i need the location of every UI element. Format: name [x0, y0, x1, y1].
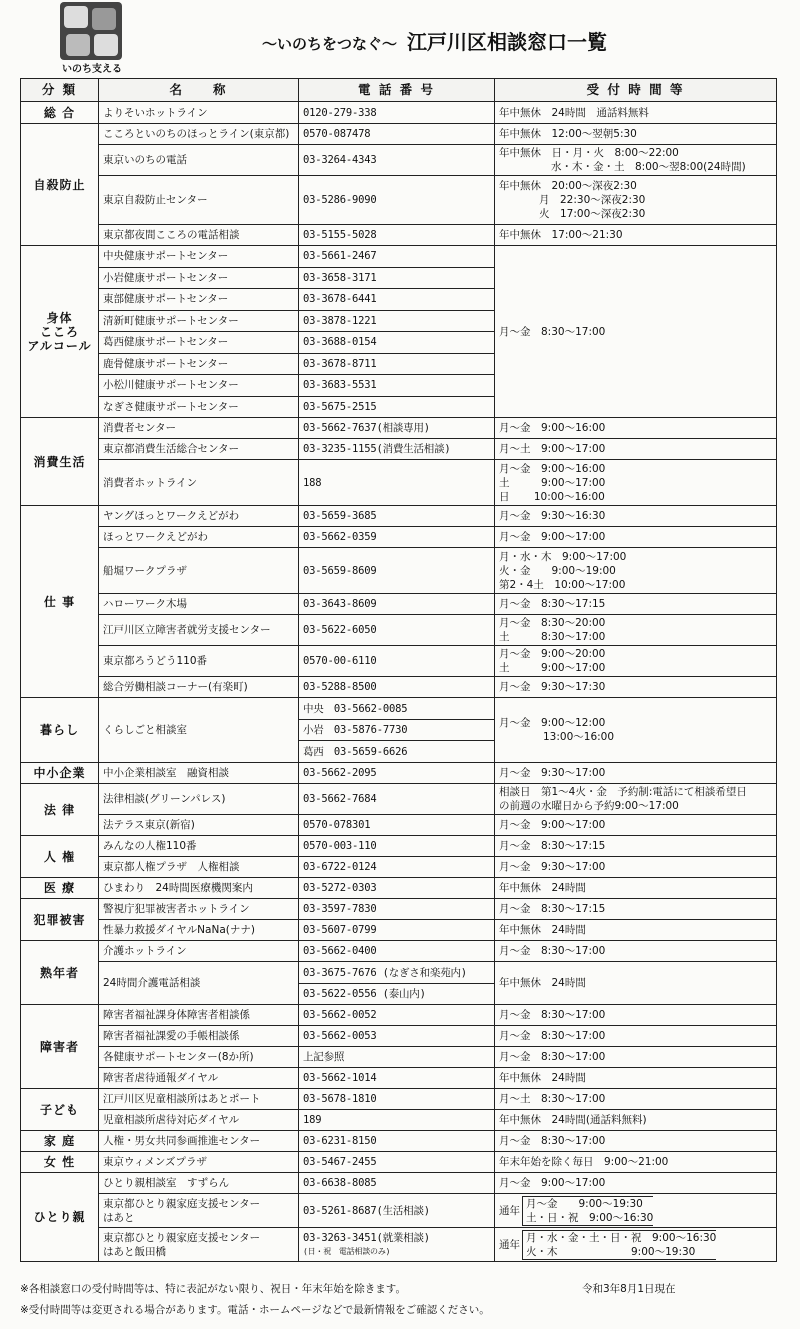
table-row — [21, 698, 777, 720]
table-row — [21, 941, 777, 962]
hours-line: 月〜金 9:00〜20:00 — [499, 648, 606, 660]
phone-cell: 中央 03-5662-0085 — [299, 698, 495, 720]
phone-cell: 03-5661-2467 — [299, 246, 495, 268]
hours-cell: 年中無休 12:00〜翌朝5:30 — [495, 124, 777, 145]
name-cell: 人権・男女共同参画推進センター — [99, 1131, 299, 1152]
table-row — [21, 677, 777, 698]
category-cell: 障害者 — [21, 1005, 99, 1089]
phone-cell: 189 — [299, 1110, 495, 1131]
hours-cell: 月〜金 8:30〜17:00 — [495, 1026, 777, 1047]
name-cell: 消費者センター — [99, 418, 299, 439]
phone-cell: 03-5261-8687(生活相談) — [299, 1194, 495, 1228]
hours-line: 第2・4土 10:00〜17:00 — [499, 578, 626, 591]
hours-cell — [495, 784, 777, 815]
table-row — [21, 246, 777, 268]
table-row — [21, 899, 777, 920]
name-cell: 法律相談(グリーンパレス) — [99, 784, 299, 815]
name-cell: 鹿骨健康サポートセンター — [99, 353, 299, 375]
hours-label: 通年 — [499, 1238, 520, 1251]
name-cell: ほっとワークえどがわ — [99, 527, 299, 548]
hours-cell — [495, 1228, 777, 1262]
name-cell: 各健康サポートセンター(8か所) — [99, 1047, 299, 1068]
table-row — [21, 124, 777, 145]
name-cell: 東京都ろうどう110番 — [99, 646, 299, 677]
hours-bracket — [522, 1230, 716, 1260]
name-cell: 東京いのちの電話 — [99, 145, 299, 176]
phone-cell: 03-5622-6050 — [299, 615, 495, 646]
logo — [56, 2, 128, 75]
name-cell: 消費者ホットライン — [99, 460, 299, 506]
name-cell: 東京都人権プラザ 人権相談 — [99, 857, 299, 878]
name-cell: 障害者虐待通報ダイヤル — [99, 1068, 299, 1089]
column-header: 電 話 番 号 — [299, 79, 495, 102]
name-cell: 児童相談所虐待対応ダイヤル — [99, 1110, 299, 1131]
table-row — [21, 1173, 777, 1194]
table-row — [21, 1047, 777, 1068]
name-cell: よりそいホットライン — [99, 102, 299, 124]
category-cell: 消費生活 — [21, 418, 99, 506]
hours-line: 日 10:00〜16:00 — [499, 490, 605, 503]
phone-cell: 0570-00-6110 — [299, 646, 495, 677]
category-cell: ひとり親 — [21, 1173, 99, 1262]
phone-cell: 03-3597-7830 — [299, 899, 495, 920]
name-cell: 中央健康サポートセンター — [99, 246, 299, 268]
phone-cell: 03-5286-9090 — [299, 176, 495, 225]
phone-cell: 03-3683-5531 — [299, 375, 495, 397]
table-row — [21, 594, 777, 615]
hours-line: 年中無休 20:00〜深夜2:30 — [499, 180, 637, 192]
hours-line: の前週の水曜日から予約9:00〜17:00 — [499, 800, 679, 812]
table-header-row — [21, 79, 777, 102]
phone-cell: 03-3675-7676 (なぎさ和楽苑内) — [299, 962, 495, 984]
phone-line: 03-3263-3451(就業相談) — [303, 1231, 430, 1244]
phone-cell: 03-5659-3685 — [299, 506, 495, 527]
hours-cell: 月〜金 8:30〜17:00 — [495, 1131, 777, 1152]
name-cell: こころといのちのほっとライン(東京都) — [99, 124, 299, 145]
hours-cell: 月〜金 8:30〜17:00 — [495, 1047, 777, 1068]
hours-cell — [495, 145, 777, 176]
phone-cell: 03-3878-1221 — [299, 310, 495, 332]
hours-cell: 年中無休 24時間 — [495, 878, 777, 899]
name-cell: 葛西健康サポートセンター — [99, 332, 299, 354]
phone-cell: 03-3688-0154 — [299, 332, 495, 354]
hours-cell: 月〜金 9:00〜17:00 — [495, 527, 777, 548]
category-cell: 人 権 — [21, 836, 99, 878]
page-title — [262, 26, 607, 55]
table-row — [21, 460, 777, 506]
hours-cell: 月〜金 9:00〜16:00 — [495, 418, 777, 439]
hours-cell: 月〜金 9:30〜17:00 — [495, 763, 777, 784]
hours-cell: 月〜金 9:30〜17:30 — [495, 677, 777, 698]
name-cell: 介護ホットライン — [99, 941, 299, 962]
hours-label: 通年 — [499, 1204, 520, 1217]
category-cell: 中小企業 — [21, 763, 99, 784]
name-cell: ハローワーク木場 — [99, 594, 299, 615]
name-cell: 法テラス東京(新宿) — [99, 815, 299, 836]
hours-line: 水・木・金・土 8:00〜翌8:00(24時間) — [551, 161, 746, 173]
table-row — [21, 1068, 777, 1089]
hours-bracket — [522, 1196, 653, 1226]
name-cell: 警視庁犯罪被害者ホットライン — [99, 899, 299, 920]
hours-line: 月・水・金・土・日・祝 9:00〜16:30 — [526, 1231, 717, 1244]
phone-cell: 03-5662-7684 — [299, 784, 495, 815]
name-cell: 障害者福祉課愛の手帳相談係 — [99, 1026, 299, 1047]
phone-cell: 03-5662-7637(相談専用) — [299, 418, 495, 439]
hours-cell: 月〜金 9:30〜17:00 — [495, 857, 777, 878]
table-row — [21, 548, 777, 594]
phone-cell: 188 — [299, 460, 495, 506]
table-row — [21, 646, 777, 677]
name-cell: 障害者福祉課身体障害者相談係 — [99, 1005, 299, 1026]
hours-cell: 月〜金 8:30〜17:00 — [495, 941, 777, 962]
category-line: こころ — [39, 324, 79, 339]
name-cell: 中小企業相談室 融資相談 — [99, 763, 299, 784]
name-cell: くらしごと相談室 — [99, 698, 299, 763]
table-row — [21, 1228, 777, 1262]
category-line: 身体 — [46, 310, 73, 325]
category-cell: 女 性 — [21, 1152, 99, 1173]
name-cell: 東京都夜間こころの電話相談 — [99, 225, 299, 246]
table-row — [21, 878, 777, 899]
table-row — [21, 962, 777, 984]
hours-cell: 月〜金 8:30〜17:15 — [495, 594, 777, 615]
hours-cell — [495, 646, 777, 677]
phone-cell — [299, 1228, 495, 1262]
phone-cell: 0570-003-110 — [299, 836, 495, 857]
phone-cell: 03-3235-1155(消費生活相談) — [299, 439, 495, 460]
phone-cell: 03-5288-8500 — [299, 677, 495, 698]
hours-cell: 年中無休 24時間 — [495, 1068, 777, 1089]
name-cell: 性暴力救援ダイヤルNaNa(ナナ) — [99, 920, 299, 941]
hours-line: 月〜金 9:00〜16:00 — [499, 462, 606, 475]
hours-line: 13:00〜16:00 — [543, 731, 615, 743]
name-line: はあと — [103, 1211, 135, 1224]
table-row — [21, 1110, 777, 1131]
category-cell: 暮らし — [21, 698, 99, 763]
table-row — [21, 1194, 777, 1228]
hours-cell: 月〜金 9:00〜17:00 — [495, 815, 777, 836]
name-line: 東京都ひとり親家庭支援センター — [103, 1231, 261, 1244]
name-cell: 東京ウィメンズプラザ — [99, 1152, 299, 1173]
phone-cell: 03-6722-0124 — [299, 857, 495, 878]
hours-line: 月〜金 9:00〜12:00 — [499, 717, 606, 729]
name-cell: ヤングほっとワークえどがわ — [99, 506, 299, 527]
phone-cell: 0120-279-338 — [299, 102, 495, 124]
hours-cell — [495, 176, 777, 225]
hours-line: 相談日 第1〜4火・金 予約制:電話にて相談希望日 — [499, 786, 747, 798]
page-title-text: 江戸川区相談窓口一覧 — [407, 30, 608, 54]
hours-cell: 年中無休 24時間(通話料無料) — [495, 1110, 777, 1131]
phone-cell: 葛西 03-5659-6626 — [299, 741, 495, 763]
category-line: アルコール — [27, 338, 92, 353]
phone-cell: 03-5662-0052 — [299, 1005, 495, 1026]
hours-line: 土 8:30〜17:00 — [499, 631, 606, 643]
hours-cell — [495, 460, 777, 506]
name-cell: 東部健康サポートセンター — [99, 289, 299, 311]
table-row — [21, 1131, 777, 1152]
hours-cell: 月〜金 8:30〜17:00 — [495, 1005, 777, 1026]
category-cell — [21, 246, 99, 418]
name-cell: 小松川健康サポートセンター — [99, 375, 299, 397]
hours-cell: 年中無休 24時間 — [495, 962, 777, 1005]
name-cell: 江戸川区児童相談所はあとポート — [99, 1089, 299, 1110]
phone-cell: 03-3658-3171 — [299, 267, 495, 289]
name-cell: なぎさ健康サポートセンター — [99, 396, 299, 418]
name-cell: みんなの人権110番 — [99, 836, 299, 857]
table-row — [21, 1026, 777, 1047]
hours-line: 火・木 9:00〜19:30 — [526, 1245, 696, 1258]
table-row — [21, 763, 777, 784]
phone-note: (日・祝 電話相談のみ) — [303, 1246, 391, 1256]
phone-cell: 03-5678-1810 — [299, 1089, 495, 1110]
hours-cell: 月〜金 8:30〜17:15 — [495, 899, 777, 920]
hours-line: 土・日・祝 9:00〜16:30 — [526, 1211, 654, 1224]
table-row — [21, 225, 777, 246]
name-cell: 小岩健康サポートセンター — [99, 267, 299, 289]
table-row — [21, 1005, 777, 1026]
table-row — [21, 1152, 777, 1173]
phone-cell: 03-5622-0556 (泰山内) — [299, 984, 495, 1005]
name-cell: 江戸川区立障害者就労支援センター — [99, 615, 299, 646]
hours-cell: 月〜金 8:30〜17:00 — [495, 246, 777, 418]
phone-cell: 03-5607-0799 — [299, 920, 495, 941]
hours-line: 月〜金 9:00〜19:30 — [526, 1197, 643, 1210]
table-row — [21, 527, 777, 548]
phone-cell: 03-5662-1014 — [299, 1068, 495, 1089]
hours-cell: 年中無休 24時間 — [495, 920, 777, 941]
category-cell: 家 庭 — [21, 1131, 99, 1152]
phone-cell: 03-5467-2455 — [299, 1152, 495, 1173]
phone-cell: 03-3264-4343 — [299, 145, 495, 176]
table-row — [21, 418, 777, 439]
hours-line: 土 9:00〜17:00 — [499, 662, 606, 674]
hours-cell — [495, 1194, 777, 1228]
name-cell — [99, 1228, 299, 1262]
footer-date: 令和3年8月1日現在 — [582, 1283, 676, 1295]
category-cell: 法 律 — [21, 784, 99, 836]
footer-note: ※各相談窓口の受付時間等は、特に表記がない限り、祝日・年末年始を除きます。 — [20, 1283, 406, 1295]
name-cell: ひまわり 24時間医療機関案内 — [99, 878, 299, 899]
phone-cell: 03-5659-8609 — [299, 548, 495, 594]
phone-cell: 03-5272-0303 — [299, 878, 495, 899]
table-row — [21, 857, 777, 878]
phone-cell: 03-3643-8609 — [299, 594, 495, 615]
phone-cell: 0570-087478 — [299, 124, 495, 145]
column-header: 受 付 時 間 等 — [495, 79, 777, 102]
phone-cell: 03-3678-6441 — [299, 289, 495, 311]
hours-cell: 年末年始を除く毎日 9:00〜21:00 — [495, 1152, 777, 1173]
hours-cell: 月〜土 8:30〜17:00 — [495, 1089, 777, 1110]
table-row — [21, 836, 777, 857]
category-cell: 熟年者 — [21, 941, 99, 1005]
phone-cell: 小岩 03-5876-7730 — [299, 720, 495, 741]
hours-cell — [495, 548, 777, 594]
phone-cell: 03-5662-0359 — [299, 527, 495, 548]
phone-cell: 03-5662-0053 — [299, 1026, 495, 1047]
hours-line: 年中無休 日・月・火 8:00〜22:00 — [499, 147, 679, 159]
hours-line: 月 22:30〜深夜2:30 — [539, 194, 646, 206]
name-cell: 船堀ワークプラザ — [99, 548, 299, 594]
phone-cell: 0570-078301 — [299, 815, 495, 836]
hours-line: 土 9:00〜17:00 — [499, 476, 606, 489]
phone-cell: 03-6638-8085 — [299, 1173, 495, 1194]
name-cell: 東京自殺防止センター — [99, 176, 299, 225]
table-row — [21, 176, 777, 225]
category-cell: 犯罪被害 — [21, 899, 99, 941]
name-line: はあと飯田橋 — [103, 1245, 166, 1258]
category-cell: 総 合 — [21, 102, 99, 124]
table-row — [21, 615, 777, 646]
table-row — [21, 815, 777, 836]
table-row — [21, 1089, 777, 1110]
phone-cell: 03-6231-8150 — [299, 1131, 495, 1152]
table-row — [21, 784, 777, 815]
table-row — [21, 506, 777, 527]
category-cell: 医 療 — [21, 878, 99, 899]
hours-cell: 月〜金 9:30〜16:30 — [495, 506, 777, 527]
name-cell: 24時間介護電話相談 — [99, 962, 299, 1005]
hours-cell — [495, 615, 777, 646]
hours-cell: 月〜金 9:00〜17:00 — [495, 1173, 777, 1194]
column-header: 分 類 — [21, 79, 99, 102]
phone-cell: 03-5675-2515 — [299, 396, 495, 418]
name-cell — [99, 1194, 299, 1228]
footer-note: ※受付時間等は変更される場合があります。電話・ホームページなどで最新情報をご確認ください。 — [20, 1304, 490, 1316]
phone-cell: 03-5155-5028 — [299, 225, 495, 246]
hours-cell: 月〜土 9:00〜17:00 — [495, 439, 777, 460]
name-cell: 清新町健康サポートセンター — [99, 310, 299, 332]
page-subtitle: 〜いのちをつなぐ〜 — [262, 35, 398, 53]
category-cell: 仕 事 — [21, 506, 99, 698]
table-row — [21, 102, 777, 124]
name-line: 東京都ひとり親家庭支援センター — [103, 1197, 261, 1210]
column-header: 名 称 — [99, 79, 299, 102]
phone-cell: 03-5662-2095 — [299, 763, 495, 784]
hours-line: 月・水・木 9:00〜17:00 — [499, 550, 627, 563]
hours-cell: 年中無休 17:00〜21:30 — [495, 225, 777, 246]
consultation-table — [20, 78, 777, 1262]
category-cell: 自殺防止 — [21, 124, 99, 246]
hours-line: 火・金 9:00〜19:00 — [499, 564, 616, 577]
logo-text: いのち支える — [62, 64, 122, 75]
category-cell: 子ども — [21, 1089, 99, 1131]
hours-cell: 年中無休 24時間 通話料無料 — [495, 102, 777, 124]
table-row — [21, 439, 777, 460]
hours-line: 月〜金 8:30〜20:00 — [499, 617, 606, 629]
phone-cell: 上記参照 — [299, 1047, 495, 1068]
hours-cell: 月〜金 8:30〜17:15 — [495, 836, 777, 857]
table-row — [21, 920, 777, 941]
hours-cell — [495, 698, 777, 763]
table-row — [21, 145, 777, 176]
phone-cell: 03-3678-8711 — [299, 353, 495, 375]
name-cell: 総合労働相談コーナー(有楽町) — [99, 677, 299, 698]
name-cell: 東京都消費生活総合センター — [99, 439, 299, 460]
phone-cell: 03-5662-0400 — [299, 941, 495, 962]
puzzle-logo-icon — [60, 2, 122, 60]
hours-line: 火 17:00〜深夜2:30 — [539, 208, 646, 220]
name-cell: ひとり親相談室 すずらん — [99, 1173, 299, 1194]
